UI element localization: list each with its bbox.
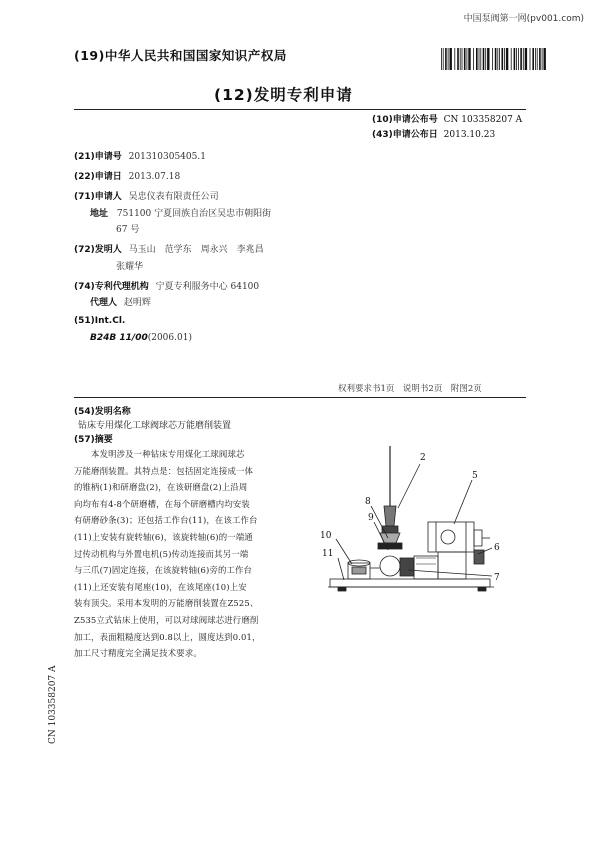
intcl-label: (51)Int.Cl.: [74, 316, 126, 326]
address-line-1: 751100 宁夏回族自治区吴忠市朝阳街: [116, 209, 272, 219]
motor: [428, 522, 474, 552]
intcl-year: (2006.01): [147, 333, 192, 343]
abstract-line: 过传动机构与外置电机(5)传动连接而其另一端: [74, 548, 249, 559]
barcode: [440, 48, 550, 70]
publication-number: CN 103358207 A: [443, 115, 523, 125]
address-label: 地址: [90, 209, 109, 219]
watermark: 中国泵阀第一网(pv001.com): [463, 14, 584, 24]
application-date-row: [74, 169, 180, 182]
abstract-line: (11)上还安装有尾座(10)，在该尾座(10)上安: [74, 581, 247, 592]
title-label: (54)发明名称: [74, 407, 131, 417]
publication-date-label: (43)申请公布日: [372, 130, 438, 140]
figure-label-10: 10: [320, 531, 332, 541]
address-row: [90, 206, 271, 219]
figure-label-2: 2: [420, 453, 426, 463]
application-date: 2013.07.18: [128, 172, 181, 182]
pages-info: 权利要求书1页 说明书2页 附图2页: [338, 384, 482, 394]
three-jaw-chuck: [400, 558, 414, 576]
applicant: 吴忠仪表有限责任公司: [128, 192, 219, 202]
agent: 赵明辉: [123, 298, 151, 308]
application-number-row: [74, 149, 206, 162]
intcl-class-row: [90, 333, 192, 343]
ball-core: [380, 556, 400, 576]
abstract-text: [74, 446, 296, 662]
agent-label: 代理人: [90, 298, 118, 308]
abstract-line: 万能磨削装置。其特点是：包括固定连接成一体: [74, 465, 254, 476]
inventors-line-2: 张耀华: [116, 262, 144, 272]
abstract-label: (57)摘要: [74, 435, 113, 445]
intcl-row: [74, 316, 125, 326]
device-drawing: [308, 446, 522, 606]
worktable: [330, 579, 490, 587]
office-name: (19)中华人民共和国国家知识产权局: [74, 48, 287, 63]
invention-title: 钻床专用煤化工球阀球芯万能磨削装置: [78, 421, 232, 431]
publication-number-row: [372, 112, 522, 125]
inventors-line-1: 马玉山 范学东 周永兴 李兆昌: [128, 245, 264, 255]
figure-label-6: 6: [494, 543, 500, 553]
abstract-line: 与三爪(7)固定连接，在该旋转轴(6)旁的工作台: [74, 565, 253, 576]
header-rule: [74, 109, 526, 110]
inventor-row: [74, 242, 264, 255]
section-rule: [74, 397, 526, 398]
abstract-line: 的锥柄(1)和研磨盘(2)，在该研磨盘(2)上沿周: [74, 482, 248, 493]
abstract-line: 有研磨砂条(3)；还包括工作台(11)，在该工作台: [74, 515, 258, 526]
document-type: (12)发明专利申请: [214, 86, 353, 104]
address-line-2: 67 号: [116, 225, 140, 235]
abstract-line: (11)上安装有旋转轴(6)，该旋转轴(6)的一端通: [74, 531, 253, 542]
applicant-row: [74, 189, 219, 202]
applicant-label: (71)申请人: [74, 192, 122, 202]
publication-date: 2013.10.23: [443, 130, 496, 140]
intcl-class: B24B 11/00: [90, 333, 148, 343]
abstract-line: 本发明涉及一种钻床专用煤化工球阀球芯: [74, 449, 245, 459]
application-number-label: (21)申请号: [74, 152, 122, 162]
figure-label-7: 7: [494, 573, 500, 583]
application-number: 201310305405.1: [128, 152, 206, 162]
abstract-line: 装有顶尖。采用本发明的万能磨削装置在Z525、: [74, 598, 259, 609]
abstract-line: 加工，表面粗糙度达到0.8以上，圆度达到0.01，: [74, 631, 261, 642]
publication-number-label: (10)申请公布号: [372, 115, 438, 125]
inventor-label: (72)发明人: [74, 245, 122, 255]
abstract-line: Z535立式钻床上使用，可以对球阀球芯进行磨削: [74, 614, 259, 625]
abstract-line: 加工尺寸精度完全满足技术要求。: [74, 648, 202, 659]
figure-label-8: 8: [365, 497, 371, 507]
figure-label-9: 9: [368, 513, 374, 523]
agency-row: [74, 279, 259, 292]
figure-label-5: 5: [472, 471, 478, 481]
publication-date-row: [372, 127, 495, 140]
title-label-row: [74, 404, 131, 417]
agency-label: (74)专利代理机构: [74, 282, 149, 292]
agent-row: [90, 295, 151, 308]
abstract-line: 向均布有4-8个研磨槽，在每个研磨槽内均安装: [74, 498, 250, 509]
application-date-label: (22)申请日: [74, 172, 122, 182]
abstract-label-row: [74, 432, 113, 445]
side-publication-number: CN 103358207 A: [48, 665, 58, 744]
agency: 宁夏专利服务中心 64100: [155, 282, 260, 292]
figure-label-11: 11: [322, 549, 334, 559]
